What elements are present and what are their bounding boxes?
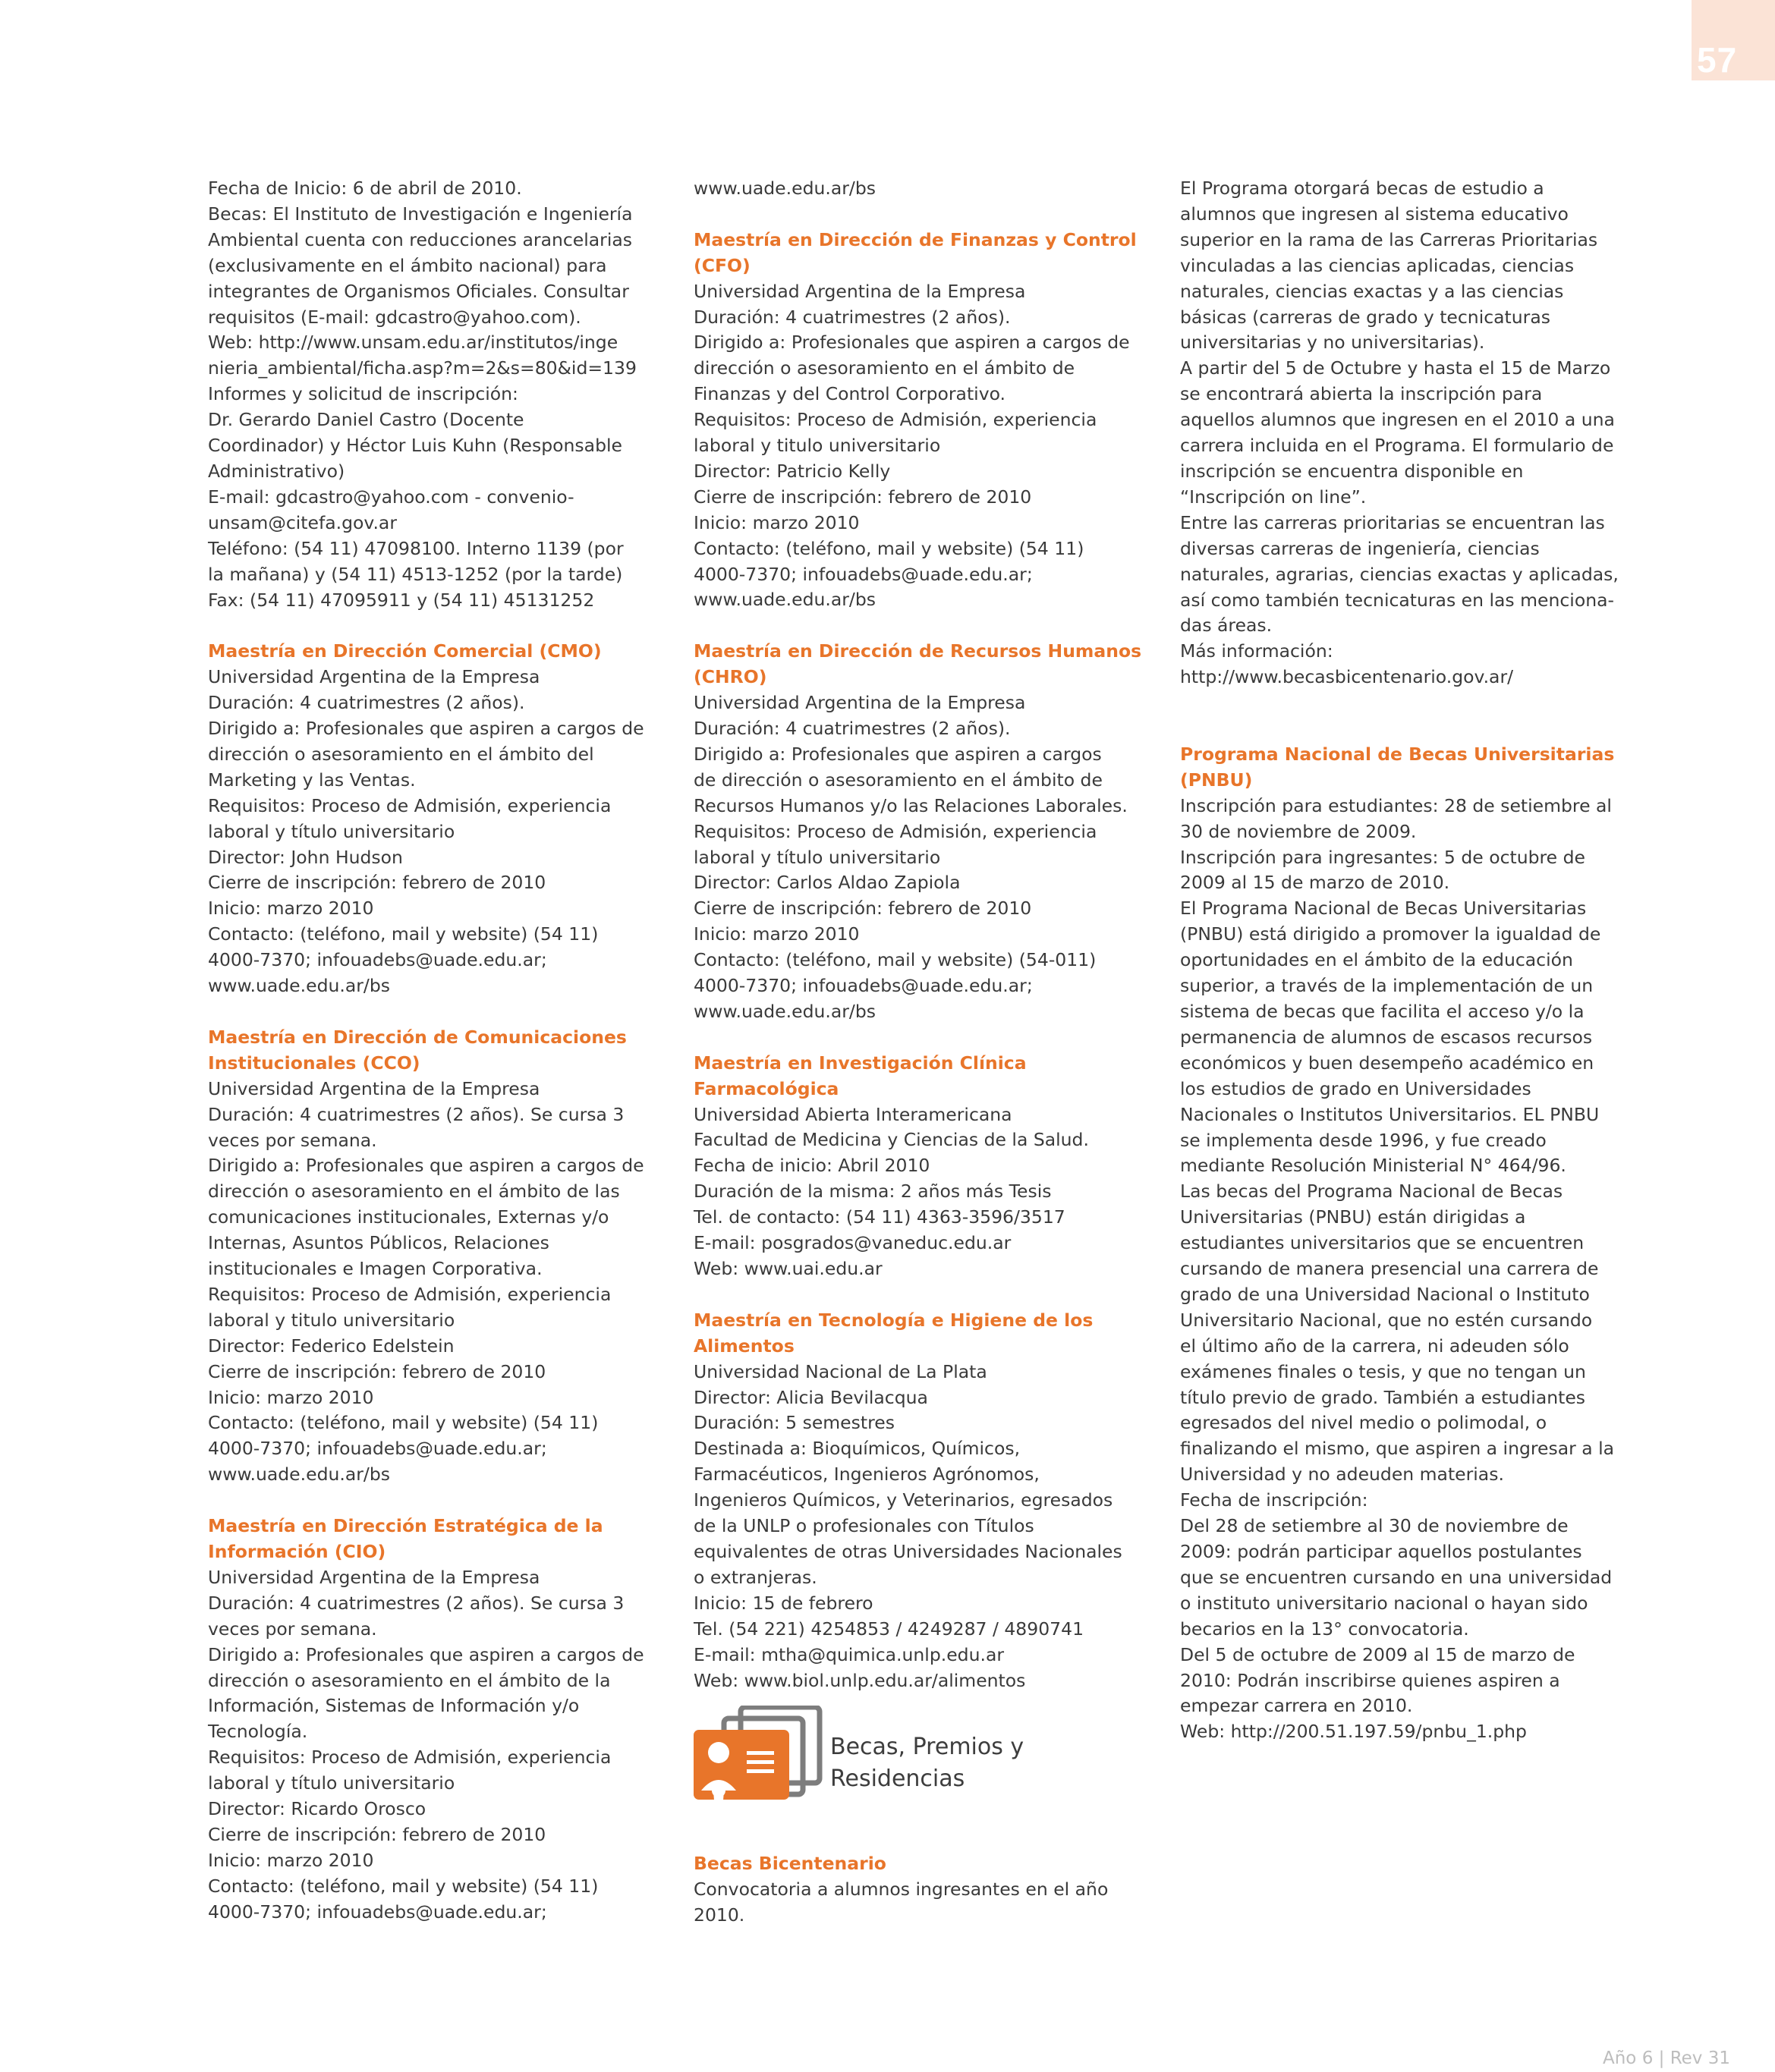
text-line: das áreas. [1180, 615, 1273, 637]
text-line: 4000-7370; infouadebs@uade.edu.ar; [694, 975, 1033, 997]
text-line: o instituto universitario nacional o hayan sido [1180, 1592, 1588, 1614]
text-line: Inicio: marzo 2010 [208, 898, 374, 920]
text-line: naturales, agrarias, ciencias exactas y aplicadas, [1180, 563, 1619, 585]
spacer [208, 999, 663, 1025]
text-line: Destinada a: Bioquímicos, Químicos, [694, 1438, 1021, 1460]
text-line: Requisitos: Proceso de Admisión, experiencia [694, 820, 1097, 842]
text-line: Universidad Argentina de la Empresa [694, 692, 1026, 714]
text-line: Farmacéuticos, Ingenieros Agrónomos, [694, 1464, 1040, 1486]
text-line: el último año de la carrera, ni adeuden sólo [1180, 1335, 1569, 1357]
text-line: Más información: [1180, 640, 1333, 662]
text-line: www.uade.edu.ar/bs [694, 589, 876, 611]
text-line: 4000-7370; infouadebs@uade.edu.ar; [208, 949, 547, 971]
program-heading: Maestría en Dirección de Finanzas y Control [694, 228, 1137, 250]
text-line: Fecha de inscripción: [1180, 1489, 1368, 1511]
text-line: Dirigido a: Profesionales que aspiren a cargos de [208, 718, 644, 740]
text-line: cursando de manera presencial una carrera de [1180, 1258, 1599, 1280]
text-line: Finanzas y del Control Corporativo. [694, 383, 1006, 405]
text-line: comunicaciones institucionales, Externas y/o [208, 1206, 609, 1228]
text-line: Director: John Hudson [208, 846, 403, 868]
text-line: 2009: podrán participar aquellos postulantes [1180, 1541, 1582, 1562]
text-line: Cierre de inscripción: febrero de 2010 [208, 1823, 546, 1845]
text-line: carrera incluida en el Programa. El formulario de [1180, 435, 1614, 457]
column-left [208, 176, 663, 1926]
text-line: Cierre de inscripción: febrero de 2010 [694, 898, 1032, 920]
program-heading: Farmacológica [694, 1077, 839, 1099]
text-line: inscripción se encuentra disponible en [1180, 460, 1524, 482]
text-line: becarios en la 13° convocatoria. [1180, 1618, 1469, 1640]
text-line: egresados del nivel medio o polimodal, o [1180, 1412, 1547, 1434]
section-title-line1: Becas, Premios y [830, 1734, 1024, 1761]
program-heading: Maestría en Dirección de Recursos Humanos [694, 640, 1142, 662]
text-line: Contacto: (teléfono, mail y website) (54-011) [694, 949, 1097, 971]
text-line: exámenes finales o tesis, y que no tengan un [1180, 1360, 1586, 1382]
middle-listings [694, 176, 1149, 1693]
text-line: Dirigido a: Profesionales que aspiren a cargos de [208, 1155, 644, 1177]
program-heading: Información (CIO) [208, 1540, 386, 1562]
program-heading: Programa Nacional de Becas Universitarias [1180, 743, 1615, 765]
text-line: Cierre de inscripción: febrero de 2010 [208, 1360, 546, 1382]
text-line: E-mail: gdcastro@yahoo.com - convenio- [208, 486, 574, 508]
text-line: institucionales e Imagen Corporativa. [208, 1258, 543, 1280]
text-line: Cierre de inscripción: febrero de 2010 [694, 486, 1032, 508]
text-line: sistema de becas que facilita el acceso y/o la [1180, 1000, 1585, 1022]
text-line: Duración: 4 cuatrimestres (2 años). [208, 692, 525, 714]
text-line: Fecha de Inicio: 6 de abril de 2010. [208, 178, 522, 199]
text-line: dirección o asesoramiento en el ámbito de la [208, 1669, 611, 1691]
text-line: Información, Sistemas de Información y/o [208, 1695, 580, 1717]
text-line: 2010. [694, 1904, 745, 1926]
text-line: El Programa Nacional de Becas Universitarias [1180, 898, 1587, 920]
text-line: Web: www.uai.edu.ar [694, 1258, 883, 1280]
text-line: Contacto: (teléfono, mail y website) (54 11) [208, 1412, 599, 1434]
spacer [694, 1025, 1149, 1051]
text-line: Entre las carreras prioritarias se encuentran las [1180, 511, 1605, 533]
text-line: Duración: 4 cuatrimestres (2 años). Se cursa 3 [208, 1592, 625, 1614]
text-line: Universidad Argentina de la Empresa [208, 1566, 540, 1588]
text-line: Universitario Nacional, que no estén cursando [1180, 1309, 1593, 1331]
text-line: http://www.becasbicentenario.gov.ar/ [1180, 666, 1514, 688]
text-line: Dr. Gerardo Daniel Castro (Docente [208, 409, 524, 431]
text-line: dirección o asesoramiento en el ámbito de las [208, 1181, 620, 1203]
text-line: aquellos alumnos que ingresen en el 2010 a una [1180, 409, 1615, 431]
program-heading: Becas Bicentenario [694, 1853, 886, 1875]
text-line: Fax: (54 11) 47095911 y (54 11) 45131252 [208, 589, 595, 611]
text-line: Dirigido a: Profesionales que aspiren a cargos de [694, 332, 1130, 354]
spacer [208, 1488, 663, 1514]
text-line: Requisitos: Proceso de Admisión, experiencia [208, 1283, 612, 1305]
text-line: Duración: 5 semestres [694, 1412, 895, 1434]
text-line: Contacto: (teléfono, mail y website) (54 11) [694, 537, 1084, 559]
text-line: vinculadas a las ciencias aplicadas, ciencias [1180, 254, 1575, 276]
spacer [694, 202, 1149, 228]
text-line: Universidad Argentina de la Empresa [208, 1077, 540, 1099]
text-line: Universidad Argentina de la Empresa [208, 666, 540, 688]
text-line: “Inscripción on line”. [1180, 486, 1367, 508]
text-line: Convocatoria a alumnos ingresantes en el año [694, 1879, 1109, 1901]
text-line: Administrativo) [208, 460, 345, 482]
text-line: Universidad y no adeuden materias. [1180, 1464, 1504, 1486]
text-line: Contacto: (teléfono, mail y website) (54 11) [208, 1875, 599, 1897]
program-heading: Alimentos [694, 1335, 795, 1357]
text-line: Dirigido a: Profesionales que aspiren a cargos de [208, 1643, 644, 1665]
text-line: Inicio: marzo 2010 [208, 1849, 374, 1871]
text-line: dirección o asesoramiento en el ámbito del [208, 743, 594, 765]
text-line: Tel. de contacto: (54 11) 4363-3596/3517 [694, 1206, 1065, 1228]
text-line: Ambiental cuenta con reducciones arancelarias [208, 228, 633, 250]
text-line: E-mail: mtha@quimica.unlp.edu.ar [694, 1643, 1005, 1665]
spacer [1180, 716, 1605, 742]
text-line: Director: Patricio Kelly [694, 460, 891, 482]
section-header-becas [694, 1706, 1149, 1839]
text-line: Marketing y las Ventas. [208, 769, 416, 791]
text-line: Web: www.biol.unlp.edu.ar/alimentos [694, 1669, 1026, 1691]
text-line: naturales, ciencias exactas y a las ciencias [1180, 280, 1564, 302]
text-line: de dirección o asesoramiento en el ámbito de [694, 769, 1103, 791]
award-certificate-icon [694, 1706, 823, 1819]
text-line: laboral y título universitario [208, 1772, 455, 1794]
text-line: superior en la rama de las Carreras Prioritarias [1180, 228, 1598, 250]
text-line: Nacionales o Institutos Universitarios. EL PNBU [1180, 1103, 1600, 1125]
text-line: se implementa desde 1996, y fue creado [1180, 1129, 1547, 1151]
text-line: (PNBU) está dirigido a promover la igualdad de [1180, 923, 1601, 945]
text-line: superior, a través de la implementación de un [1180, 975, 1594, 997]
program-heading: (CHRO) [694, 666, 767, 688]
text-line: Universidad Abierta Interamericana [694, 1103, 1012, 1125]
text-line: así como también tecnicaturas en las menciona- [1180, 589, 1614, 611]
text-line: universitarias y no universitarias). [1180, 332, 1485, 354]
text-line: Cierre de inscripción: febrero de 2010 [208, 872, 546, 894]
text-line: Duración: 4 cuatrimestres (2 años). Se cursa 3 [208, 1103, 625, 1125]
text-line: El Programa otorgará becas de estudio a [1180, 178, 1544, 199]
text-line: Director: Carlos Aldao Zapiola [694, 872, 961, 894]
program-heading: Maestría en Investigación Clínica [694, 1052, 1027, 1074]
text-line: título previo de grado. También a estudiantes [1180, 1386, 1586, 1408]
program-heading: Maestría en Dirección Estratégica de la [208, 1515, 603, 1537]
text-line: 2009 al 15 de marzo de 2010. [1180, 872, 1450, 894]
text-line: de la UNLP o profesionales con Títulos [694, 1515, 1034, 1537]
text-line: se encontrará abierta la inscripción para [1180, 383, 1543, 405]
text-line: empezar carrera en 2010. [1180, 1695, 1413, 1717]
text-line: integrantes de Organismos Oficiales. Consultar [208, 280, 629, 302]
text-line: www.uade.edu.ar/bs [208, 1464, 390, 1486]
text-line: requisitos (E-mail: gdcastro@yahoo.com). [208, 306, 581, 328]
spacer [1180, 690, 1605, 716]
text-line: Web: http://200.51.197.59/pnbu_1.php [1180, 1721, 1527, 1743]
footer-issue: Año 6 | Rev 31 [1603, 2048, 1730, 2068]
text-line: Del 28 de setiembre al 30 de noviembre de [1180, 1515, 1569, 1537]
text-line: Requisitos: Proceso de Admisión, experiencia [208, 1747, 612, 1769]
text-line: veces por semana. [208, 1129, 377, 1151]
text-line: dirección o asesoramiento en el ámbito de [694, 357, 1075, 379]
program-heading: Maestría en Dirección de Comunicaciones [208, 1026, 627, 1048]
text-line: www.uade.edu.ar/bs [208, 975, 390, 997]
text-line: mediante Resolución Ministerial N° 464/96. [1180, 1155, 1566, 1177]
text-line: Inicio: marzo 2010 [694, 923, 860, 945]
text-line: (exclusivamente en el ámbito nacional) para [208, 254, 607, 276]
text-line: Contacto: (teléfono, mail y website) (54 11) [208, 923, 599, 945]
column-right [1180, 176, 1619, 1745]
text-line: veces por semana. [208, 1618, 377, 1640]
text-line: Del 5 de octubre de 2009 al 15 de marzo de [1180, 1643, 1575, 1665]
text-line: 2010: Podrán inscribirse quienes aspiren a [1180, 1669, 1560, 1691]
text-line: Director: Ricardo Orosco [208, 1798, 426, 1820]
text-line: la mañana) y (54 11) 4513-1252 (por la tarde) [208, 563, 623, 585]
program-heading: (CFO) [694, 254, 751, 276]
text-line: 4000-7370; infouadebs@uade.edu.ar; [694, 563, 1033, 585]
text-line: Dirigido a: Profesionales que aspiren a cargos [694, 743, 1102, 765]
page-number: 57 [1697, 40, 1738, 80]
text-line: Teléfono: (54 11) 47098100. Interno 1139 (por [208, 537, 624, 559]
text-line: Universitarias (PNBU) están dirigidas a [1180, 1206, 1526, 1228]
text-line: Inicio: marzo 2010 [208, 1386, 374, 1408]
text-line: laboral y titulo universitario [208, 1309, 455, 1331]
text-line: equivalentes de otras Universidades Nacionales [694, 1540, 1122, 1562]
text-line: Director: Federico Edelstein [208, 1335, 455, 1357]
text-line: estudiantes universitarios que se encuentren [1180, 1232, 1585, 1254]
text-line: nieria_ambiental/ficha.asp?m=2&s=80&id=139 [208, 357, 637, 379]
text-line: Duración: 4 cuatrimestres (2 años). [694, 306, 1011, 328]
text-line: unsam@citefa.gov.ar [208, 511, 397, 533]
text-line: 4000-7370; infouadebs@uade.edu.ar; [208, 1438, 547, 1460]
text-line: Recursos Humanos y/o las Relaciones Laborales. [694, 794, 1128, 816]
text-line: Web: http://www.unsam.edu.ar/institutos/inge [208, 332, 618, 354]
text-line: económicos y buen desempeño académico en [1180, 1052, 1594, 1074]
text-line: que se encuentren cursando en una universidad [1180, 1566, 1613, 1588]
text-line: oportunidades en el ámbito de la educación [1180, 949, 1573, 971]
text-line: Tel. (54 221) 4254853 / 4249287 / 4890741 [694, 1618, 1084, 1640]
text-line: Becas: El Instituto de Investigación e Ingeniería [208, 203, 633, 225]
text-line: Coordinador) y Héctor Luis Kuhn (Responsable [208, 435, 622, 457]
program-heading: (PNBU) [1180, 769, 1253, 791]
program-heading: Maestría en Tecnología e Higiene de los [694, 1309, 1094, 1331]
text-line: Requisitos: Proceso de Admisión, experiencia [694, 409, 1097, 431]
text-line: Fecha de inicio: Abril 2010 [694, 1155, 930, 1177]
text-line: finalizando el mismo, que aspiren a ingresar a la [1180, 1438, 1615, 1460]
becas-listings [694, 1851, 1149, 1929]
text-line: Facultad de Medicina y Ciencias de la Salud. [694, 1129, 1089, 1151]
text-line: Inicio: 15 de febrero [694, 1592, 873, 1614]
spacer [694, 1282, 1149, 1308]
column-middle [694, 176, 1149, 1929]
text-line: diversas carreras de ingeniería, ciencias [1180, 537, 1540, 559]
spacer [208, 613, 663, 639]
text-line: básicas (carreras de grado y tecnicaturas [1180, 306, 1550, 328]
text-line: www.uade.edu.ar/bs [694, 178, 876, 199]
text-line: Tecnología. [208, 1721, 308, 1743]
text-line: Las becas del Programa Nacional de Becas [1180, 1181, 1563, 1203]
text-line: laboral y título universitario [208, 820, 455, 842]
program-heading: Maestría en Dirección Comercial (CMO) [208, 640, 602, 662]
text-line: E-mail: posgrados@vaneduc.edu.ar [694, 1232, 1012, 1254]
text-line: Ingenieros Químicos, y Veterinarios, egresados [694, 1489, 1113, 1511]
text-line: Director: Alicia Bevilacqua [694, 1386, 928, 1408]
text-line: Universidad Argentina de la Empresa [694, 280, 1026, 302]
text-line: permanencia de alumnos de escasos recursos [1180, 1026, 1593, 1048]
text-line: Inscripción para estudiantes: 28 de setiembre al [1180, 794, 1612, 816]
text-line: Duración de la misma: 2 años más Tesis [694, 1181, 1052, 1203]
program-heading: Institucionales (CCO) [208, 1052, 420, 1074]
text-line: grado de una Universidad Nacional o Instituto [1180, 1283, 1590, 1305]
text-line: 30 de noviembre de 2009. [1180, 820, 1417, 842]
text-line: Inicio: marzo 2010 [694, 511, 860, 533]
text-line: los estudios de grado en Universidades [1180, 1077, 1531, 1099]
text-line: o extranjeras. [694, 1566, 817, 1588]
text-line: Requisitos: Proceso de Admisión, experiencia [208, 794, 612, 816]
text-line: Internas, Asuntos Públicos, Relaciones [208, 1232, 549, 1254]
text-line: 4000-7370; infouadebs@uade.edu.ar; [208, 1901, 547, 1923]
section-title-line2: Residencias [830, 1765, 965, 1793]
spacer [694, 613, 1149, 639]
text-line: Duración: 4 cuatrimestres (2 años). [694, 718, 1011, 739]
text-line: Universidad Nacional de La Plata [694, 1360, 987, 1382]
text-line: laboral y título universitario [694, 846, 941, 868]
text-line: laboral y titulo universitario [694, 435, 941, 457]
text-line: Inscripción para ingresantes: 5 de octubre de [1180, 846, 1585, 868]
text-line: alumnos que ingresen al sistema educativo [1180, 203, 1569, 225]
text-line: Informes y solicitud de inscripción: [208, 383, 518, 405]
text-line: A partir del 5 de Octubre y hasta el 15 de Marzo [1180, 357, 1611, 379]
text-line: www.uade.edu.ar/bs [694, 1000, 876, 1022]
